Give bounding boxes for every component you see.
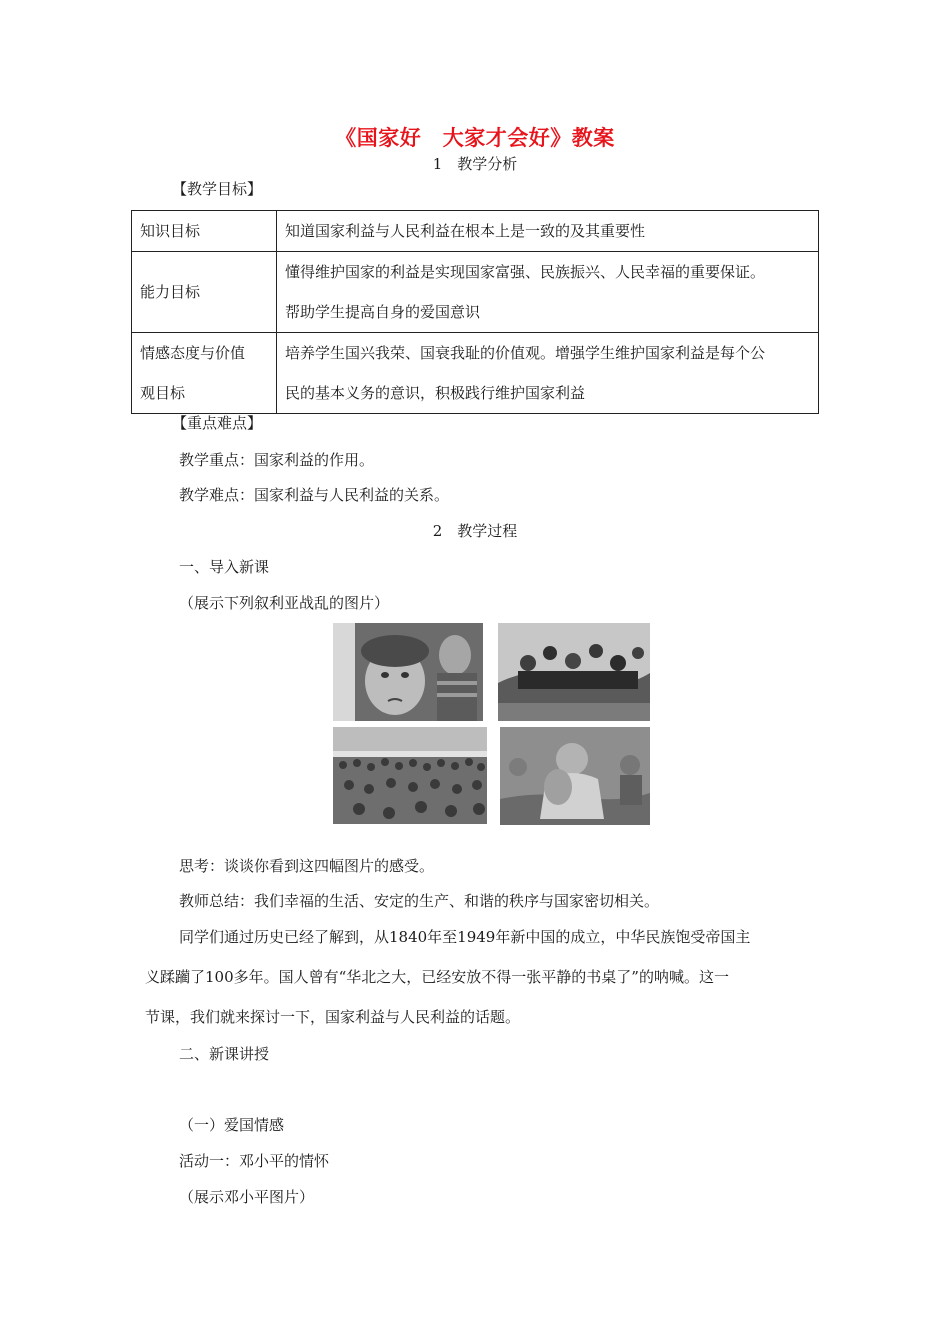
goal-line: 懂得维护国家的利益是实现国家富强、民族振兴、人民幸福的重要保证。: [285, 263, 766, 281]
goals-heading: 【教学目标】: [172, 180, 263, 198]
photo-child: [333, 623, 483, 721]
section-heading-analysis: 1 教学分析: [432, 155, 518, 173]
goal-value-cell: [277, 211, 819, 252]
difficulty-point: 教学难点：国家利益与人民利益的关系。: [179, 486, 450, 504]
goals-table: [131, 210, 819, 414]
goal-key-cell: [132, 333, 277, 414]
goal-value-cell: [277, 333, 819, 414]
goal-key-cell: [132, 252, 277, 333]
show-deng-note: （展示邓小平图片）: [179, 1188, 315, 1206]
table-row: [132, 252, 819, 333]
photo-lifejacket: [500, 727, 650, 825]
goal-key: 观目标: [140, 384, 186, 402]
think-question: 思考：谈谈你看到这四幅图片的感受。: [179, 857, 435, 875]
history-paragraph-line: 节课，我们就来探讨一下，国家利益与人民利益的话题。: [145, 1008, 521, 1026]
syria-photo-grid: [333, 623, 651, 825]
goal-key: 知识目标: [140, 222, 201, 240]
goal-line: 知道国家利益与人民利益在根本上是一致的及其重要性: [285, 222, 646, 240]
part-heading-intro: 一、导入新课: [179, 558, 270, 576]
goal-key-cell: [132, 211, 277, 252]
goal-line: 培养学生国兴我荣、国衰我耻的价值观。增强学生维护国家利益是每个公: [285, 344, 766, 362]
goal-value-cell: [277, 252, 819, 333]
goal-line: 民的基本义务的意识，积极践行维护国家利益: [285, 384, 586, 402]
sub-heading-patriotism: （一）爱国情感: [179, 1116, 285, 1134]
show-syria-note: （展示下列叙利亚战乱的图片）: [179, 594, 390, 612]
table-row: [132, 211, 819, 252]
part-heading-new-lesson: 二、新课讲授: [179, 1045, 270, 1063]
goal-key: 能力目标: [140, 283, 201, 301]
photo-crowd: [333, 727, 487, 824]
photo-refugee-boat: [498, 623, 650, 721]
history-paragraph-line: 义蹂躏了100多年。国人曾有“华北之大，已经安放不得一张平静的书桌了”的呐喊。这一: [145, 968, 729, 986]
history-paragraph-line: 同学们通过历史已经了解到，从1840年至1949年新中国的成立，中华民族饱受帝国主: [179, 928, 751, 946]
document-title: 《国家好 大家才会好》教案: [335, 126, 615, 150]
table-row: [132, 333, 819, 414]
section-heading-process: 2 教学过程: [432, 522, 518, 540]
keypoints-heading: 【重点难点】: [172, 414, 263, 432]
goal-key: 情感态度与价值: [140, 344, 246, 362]
goal-line: 帮助学生提高自身的爱国意识: [285, 303, 481, 321]
activity-one: 活动一：邓小平的情怀: [179, 1152, 330, 1170]
key-point: 教学重点：国家利益的作用。: [179, 451, 375, 469]
teacher-summary: 教师总结：我们幸福的生活、安定的生产、和谐的秩序与国家密切相关。: [179, 892, 660, 910]
